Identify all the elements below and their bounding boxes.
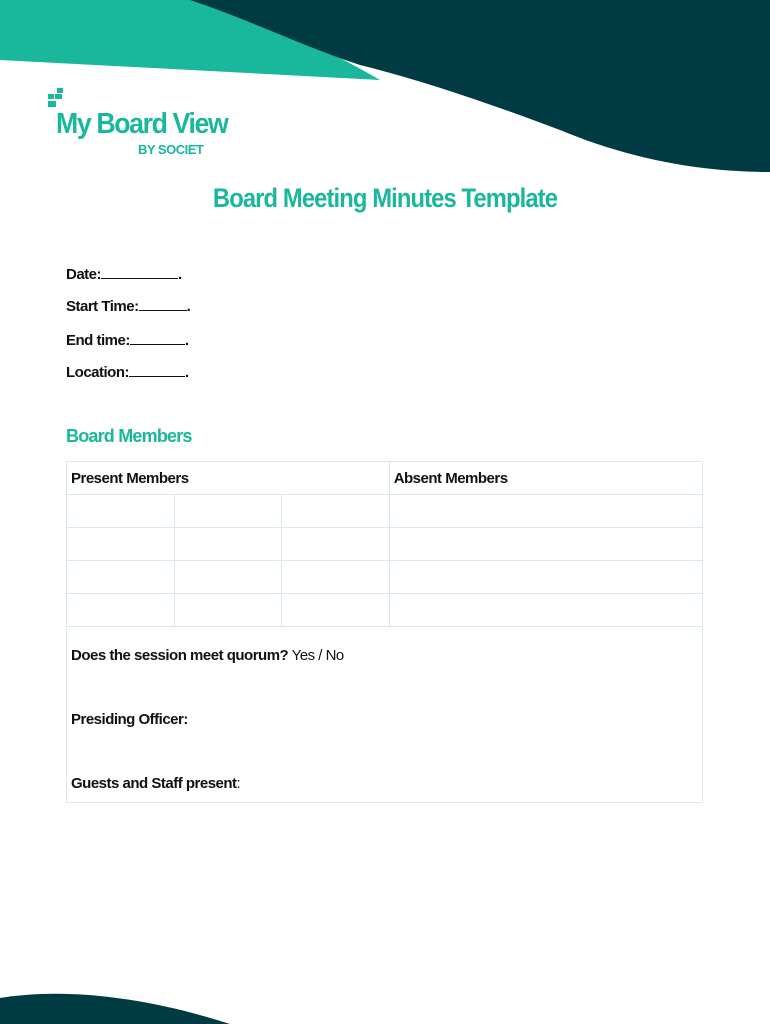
location-label: Location: [66, 364, 129, 381]
table-cell[interactable] [67, 528, 175, 561]
logo-mark-icon [48, 88, 68, 110]
table-cell[interactable] [174, 495, 282, 528]
table-row [67, 495, 703, 528]
guests-label: Guests and Staff present [71, 775, 237, 792]
table-cell[interactable] [282, 561, 390, 594]
table-row [67, 561, 703, 594]
end-time-label: End time: [66, 332, 130, 349]
guests-line [71, 775, 240, 792]
table-cell[interactable] [389, 561, 702, 594]
start-time-blank[interactable] [139, 298, 187, 311]
members-table [66, 461, 703, 627]
location-end: . [185, 364, 189, 381]
table-cell[interactable] [282, 594, 390, 627]
location-blank[interactable] [129, 364, 185, 377]
quorum-value[interactable]: Yes / No [291, 647, 344, 664]
end-time-field [66, 332, 189, 349]
table-cell[interactable] [67, 594, 175, 627]
presiding-label: Presiding Officer: [71, 711, 188, 728]
table-header-row [67, 462, 703, 495]
bottom-dark-wave [0, 994, 230, 1024]
presiding-line [71, 711, 188, 728]
logo-name: My Board View [56, 108, 228, 140]
table-cell[interactable] [174, 561, 282, 594]
logo [48, 88, 228, 168]
table-cell[interactable] [389, 594, 702, 627]
start-time-field [66, 298, 190, 315]
table-row [67, 594, 703, 627]
meeting-info-box [66, 628, 703, 803]
table-cell[interactable] [282, 528, 390, 561]
end-time-end: . [184, 332, 189, 349]
location-field [66, 364, 189, 381]
table-cell[interactable] [174, 528, 282, 561]
page-title: Board Meeting Minutes Template [212, 183, 558, 213]
quorum-line [71, 647, 344, 664]
table-cell[interactable] [67, 561, 175, 594]
top-dark-wave [190, 0, 770, 172]
date-field [66, 266, 182, 283]
quorum-label: Does the session meet quorum? [71, 647, 289, 664]
section-title: Board Members [66, 426, 192, 446]
logo-subtitle: BY SOCIET [138, 142, 204, 157]
start-time-label: Start Time: [66, 298, 139, 315]
date-blank[interactable] [101, 266, 178, 279]
start-time-end: . [186, 298, 191, 315]
absent-members-header: Absent Members [389, 462, 702, 495]
table-row [67, 528, 703, 561]
table-cell[interactable] [389, 495, 702, 528]
table-cell[interactable] [389, 528, 702, 561]
present-members-header: Present Members [67, 462, 390, 495]
end-time-blank[interactable] [130, 332, 185, 345]
date-label: Date: [66, 266, 102, 283]
guests-colon: : [236, 775, 241, 792]
table-cell[interactable] [282, 495, 390, 528]
date-end: . [178, 266, 182, 283]
table-cell[interactable] [174, 594, 282, 627]
table-cell[interactable] [67, 495, 175, 528]
